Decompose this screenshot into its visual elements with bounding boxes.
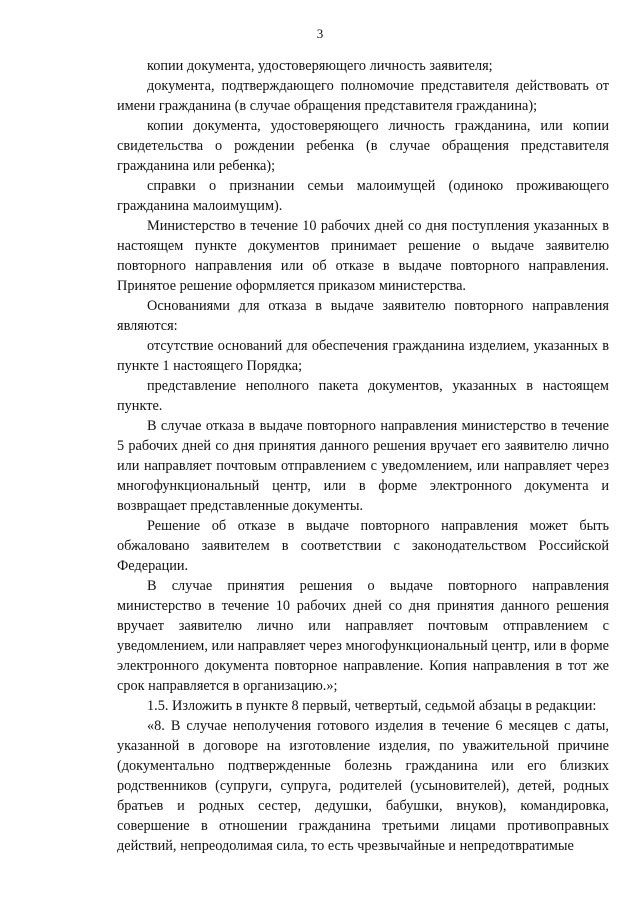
paragraph: копии документа, удостоверяющего личность заявителя; [147, 58, 493, 74]
paragraph: документа, подтверждающего полномочие представителя действовать от имени гражданина (в случае обращения представителя гражданина); [117, 78, 609, 114]
paragraph: Основаниями для отказа в выдаче заявителю повторного направления являются: [117, 298, 609, 334]
paragraph: отсутствие оснований для обеспечения гражданина изделием, указанных в пункте 1 настоящего Порядка; [117, 338, 609, 374]
paragraph: представление неполного пакета документов, указанных в настоящем пункте. [117, 378, 609, 414]
paragraph: справки о признании семьи малоимущей (одиноко проживающего гражданина малоимущим). [117, 178, 609, 214]
paragraph: В случае принятия решения о выдаче повторного направления министерство в течение 10 рабочих дней со дня принятия данного решения вручает заявителю лично или направляет почтовым отправлением с уведомлением, или направляет через многофункциональный центр, или в форме электронного документа повторное направление. Копия направления в тот же срок направляется в организацию.»; [117, 578, 609, 694]
document-body [117, 56, 609, 856]
paragraph: В случае отказа в выдаче повторного направления министерство в течение 5 рабочих дней со дня принятия данного решения вручает его заявителю лично или направляет почтовым отправлением с уведомлением, или направляет через многофункциональный центр, или в форме электронного документа и возвращает представленные документы. [117, 418, 609, 514]
paragraph: 1.5. Изложить в пункте 8 первый, четвертый, седьмой абзацы в редакции: [147, 698, 597, 714]
paragraph: «8. В случае неполучения готового изделия в течение 6 месяцев с даты, указанной в договоре на изготовление изделия, по уважительной причине (документально подтвержденные болезнь гражданина или его близких родственников (супруги, супруга, родителей (усыновителей), детей, родных братьев и родных сестер, дедушки, бабушки, внуков), командировка, совершение в отношении гражданина третьими лицами противоправных действий, непреодолимая сила, то есть чрезвычайные и непредотвратимые [117, 718, 609, 854]
paragraph: копии документа, удостоверяющего личность гражданина, или копии свидетельства о рождении ребенка (в случае обращения представителя гражданина или ребенка); [117, 118, 609, 174]
page-number: 3 [316, 26, 324, 41]
paragraph: Министерство в течение 10 рабочих дней со дня поступления указанных в настоящем пункте документов принимает решение о выдаче заявителю повторного направления или об отказе в выдаче повторного направления. Принятое решение оформляется приказом министерства. [117, 218, 609, 294]
paragraph: Решение об отказе в выдаче повторного направления может быть обжаловано заявителем в соответствии с законодательством Российской Федерации. [117, 518, 609, 574]
